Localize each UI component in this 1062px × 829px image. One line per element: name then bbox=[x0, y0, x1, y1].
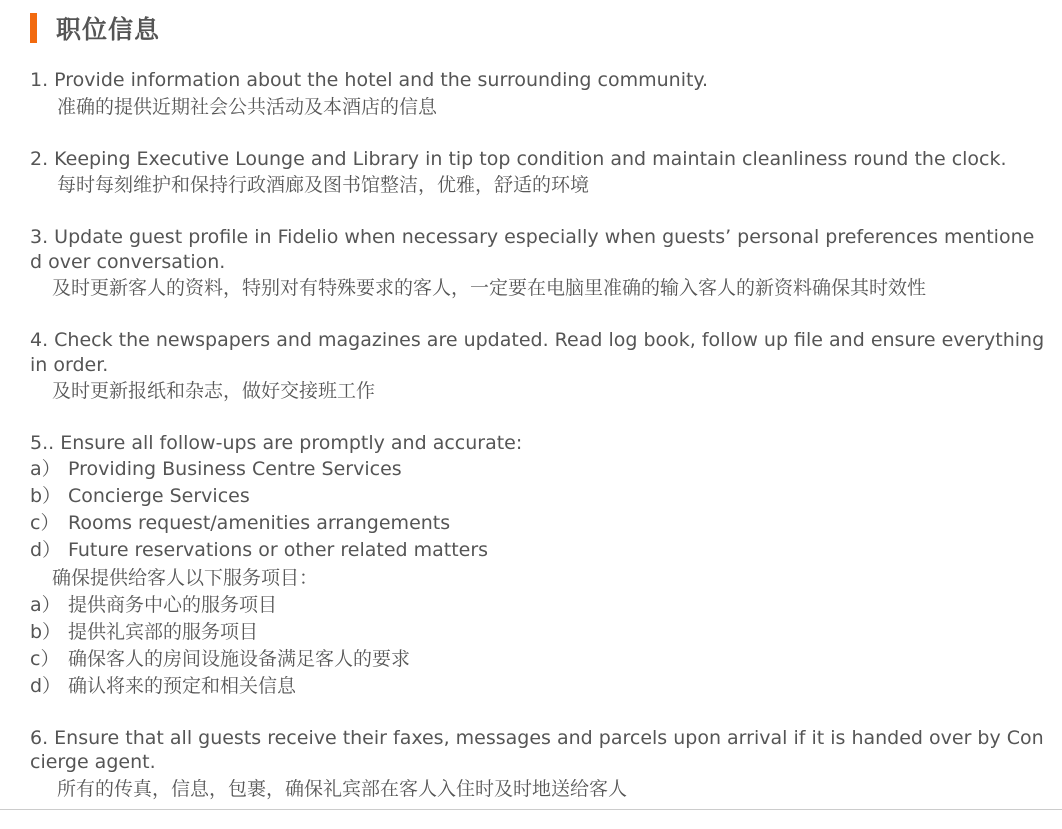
sub-item-zh-c bbox=[30, 646, 1046, 673]
sub-item-text: 确认将来的预定和相关信息 bbox=[68, 674, 297, 697]
duty-zh-text: 每时每刻维护和保持行政酒廊及图书馆整洁，优雅，舒适的环境 bbox=[57, 174, 590, 196]
duty-zh-text: 所有的传真，信息，包裹，确保礼宾部在客人入住时及时地送给客人 bbox=[57, 777, 628, 800]
duty-en-text: 3. Update guest profile in Fidelio when necessary especially when guests’ personal preferences mentioned over conversation. bbox=[30, 226, 1035, 273]
sub-item-marker: d） bbox=[30, 538, 62, 561]
duty-item-5 bbox=[30, 431, 1046, 700]
sub-item-en-a bbox=[30, 456, 1046, 483]
sub-item-text: Rooms request/amenities arrangements bbox=[68, 511, 451, 534]
sub-item-marker: d） bbox=[30, 674, 62, 697]
sub-item-text: 提供商务中心的服务项目 bbox=[68, 593, 278, 616]
sub-item-zh-b bbox=[30, 619, 1046, 646]
duty-zh-text: 确保提供给客人以下服务项目： bbox=[52, 566, 319, 589]
duties-list bbox=[30, 68, 1046, 829]
sub-item-text: Future reservations or other related matters bbox=[68, 538, 489, 561]
duty-item-1 bbox=[30, 68, 1046, 121]
duty-en-text: 1. Provide information about the hotel and the surrounding community. bbox=[30, 69, 709, 91]
duty-en-text: 5.. Ensure all follow-ups are promptly and accurate: bbox=[30, 432, 523, 454]
section-title: 职位信息 bbox=[56, 15, 161, 44]
duty-en-text: 6. Ensure that all guests receive their faxes, messages and parcels upon arrival if it is handed over by Concierge agent. bbox=[30, 726, 1044, 773]
duty-zh-text: 准确的提供近期社会公共活动及本酒店的信息 bbox=[57, 95, 438, 118]
sub-item-text: Providing Business Centre Services bbox=[68, 457, 402, 480]
sub-item-marker: c） bbox=[30, 647, 60, 670]
sub-item-text: Concierge Services bbox=[68, 484, 250, 507]
sub-item-marker: a） bbox=[30, 457, 61, 480]
duty-item-6 bbox=[30, 726, 1046, 803]
sub-item-en-d bbox=[30, 537, 1046, 564]
duty-zh-text: 及时更新报纸和杂志，做好交接班工作 bbox=[52, 380, 376, 402]
sub-item-text: 确保客人的房间设施设备满足客人的要求 bbox=[68, 647, 411, 670]
accent-bar bbox=[30, 13, 37, 43]
duty-en-text: 4. Check the newspapers and magazines are updated. Read log book, follow up file and ensure everything in order. bbox=[30, 329, 1045, 376]
sub-item-text: 提供礼宾部的服务项目 bbox=[68, 620, 259, 643]
sub-item-marker: b） bbox=[30, 620, 62, 643]
sub-item-marker: b） bbox=[30, 484, 62, 507]
duty-item-4 bbox=[30, 328, 1046, 405]
sub-item-zh-a bbox=[30, 592, 1046, 619]
sub-item-marker: a） bbox=[30, 593, 61, 616]
sub-item-en-c bbox=[30, 510, 1046, 537]
duty-en-text: 2. Keeping Executive Lounge and Library in tip top condition and maintain cleanliness round the clock. bbox=[30, 147, 1007, 170]
sub-item-marker: c） bbox=[30, 511, 60, 534]
duty-item-3 bbox=[30, 225, 1046, 302]
sub-item-en-b bbox=[30, 483, 1046, 510]
sub-item-zh-d bbox=[30, 673, 1046, 700]
duty-zh-text: 及时更新客人的资料，特别对有特殊要求的客人，一定要在电脑里准确的输入客人的新资料确保其时效性 bbox=[52, 277, 927, 299]
duty-item-2 bbox=[30, 147, 1046, 200]
section-header bbox=[30, 12, 160, 44]
